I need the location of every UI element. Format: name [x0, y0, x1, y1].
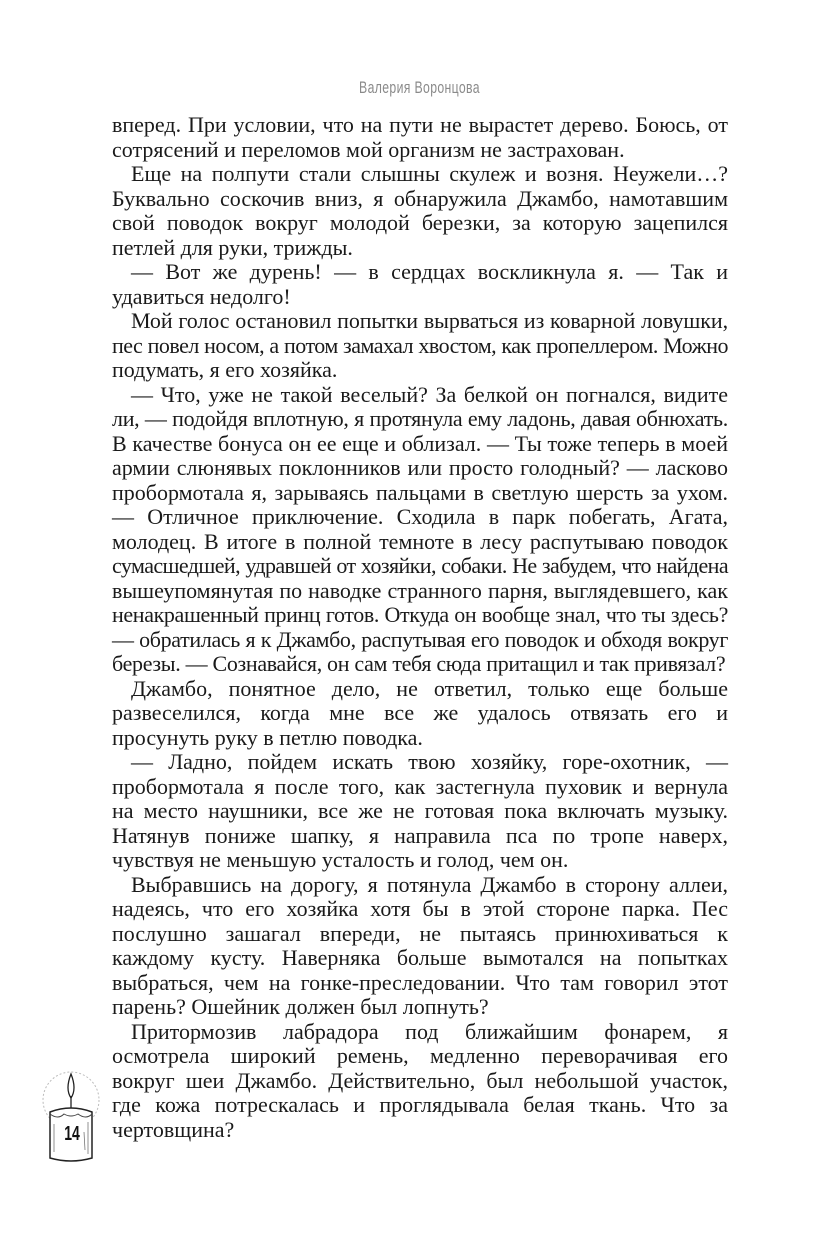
text-line: удавиться недолго! [112, 283, 291, 309]
text-line: надеясь, что его хозяйка хотя бы в этой стороне парка. Пес [112, 896, 728, 921]
text-line: просунуть руку в петлю поводка. [112, 724, 423, 750]
text-line: — Ладно, пойдем искать твою хозяйку, горе-охотник, — [131, 749, 728, 774]
text-line: петлей для руки, трижды. [112, 234, 353, 260]
text-line: на место наушники, все же не готовая пока включать музыку. [112, 798, 728, 823]
text-line: Натянув пониже шапку, я направила пса по тропе наверх, [112, 822, 728, 848]
text-line: — Отличное приключение. Сходила в парк побегать, Агата, [112, 504, 728, 529]
page-number: 14 [64, 1123, 80, 1145]
text-line: Еще на полпути стали слышны скулеж и возня. Неужели…? [131, 161, 728, 186]
text-line: подумать, я его хозяйка. [112, 357, 338, 382]
text-line: Джамбо, понятное дело, не ответил, только еще больше [131, 675, 728, 701]
text-line: ли, — подойдя вплотную, я протянула ему ладонь, давая обнюхать. [112, 406, 728, 431]
text-line: послушно зашагал впереди, не пытаясь принюхиваться к [112, 920, 728, 946]
text-line: развеселился, когда мне все же удалось отвязать его и [112, 700, 728, 725]
text-line: Буквально соскочив вниз, я обнаружила Джамбо, намотавшим [112, 185, 728, 211]
text-line: каждому кусту. Наверняка больше вымотался на попытках [112, 945, 728, 970]
text-line: чувствуя не меньшую усталость и голод, чем он. [112, 847, 569, 872]
text-line: березы. — Сознавайся, он сам тебя сюда притащил и так привязал? [112, 651, 726, 676]
text-line: парень? Ошейник должен был лопнуть? [112, 994, 489, 1019]
text-line: — Что, уже не такой веселый? За белкой он погнался, видите [131, 381, 728, 407]
text-line: пробормотала я, зарываясь пальцами в светлую шерсть за ухом. [112, 479, 728, 505]
text-line: осмотрела широкий ремень, медленно переворачивая его [112, 1043, 728, 1068]
text-line: — Вот же дурень! — в сердцах воскликнула я. — Так и [131, 259, 728, 284]
text-line: — обратилась я к Джамбо, распутывая его поводок и обходя вокруг [112, 626, 728, 652]
running-head-author: Валерия Воронцова [359, 78, 480, 97]
text-line: выбраться, чем на гонке-преследовании. Что там говорил этот [112, 969, 728, 995]
text-line: молодец. В итоге в полной темноте в лесу распутываю поводок [112, 528, 728, 554]
text-line: Выбравшись на дорогу, я потянула Джамбо в сторону аллеи, [131, 871, 728, 897]
text-line: Притормозив лабрадора под ближайшим фонарем, я [131, 1018, 728, 1044]
text-line: Мой голос остановил попытки вырваться из коварной ловушки, [131, 308, 728, 333]
text-line: армии слюнявых поклонников или просто голодный? — ласково [112, 455, 728, 480]
text-line: пробормотала я после того, как застегнула пуховик и вернула [112, 773, 728, 799]
text-line: вышеупомянутая по наводке странного парня, выглядевшего, как [112, 577, 728, 603]
text-line: В качестве бонуса он ее еще и облизал. — Ты тоже теперь в моей [112, 430, 728, 456]
candle-icon [38, 1062, 104, 1164]
text-line: где кожа потрескалась и проглядывала белая ткань. Что за [112, 1092, 728, 1117]
text-line: сумасшедшей, удравшей от хозяйки, собаки. Не забудем, что найдена [112, 553, 728, 578]
text-line: вперед. При условии, что на пути не вырастет дерево. Боюсь, от [112, 112, 728, 137]
text-line: вокруг шеи Джамбо. Действительно, был небольшой участок, [112, 1067, 728, 1093]
text-line: ненакрашенный принц готов. Откуда он вообще знал, что ты здесь? [112, 602, 728, 627]
text-line: пес повел носом, а потом замахал хвостом, как пропеллером. Можно [112, 332, 728, 358]
text-line: сотрясений и переломов мой организм не застрахован. [112, 136, 625, 162]
text-line: чертовщина? [112, 1116, 235, 1142]
text-line: свой поводок вокруг молодой березки, за которую зацепился [112, 210, 728, 235]
body-text [112, 113, 728, 1142]
